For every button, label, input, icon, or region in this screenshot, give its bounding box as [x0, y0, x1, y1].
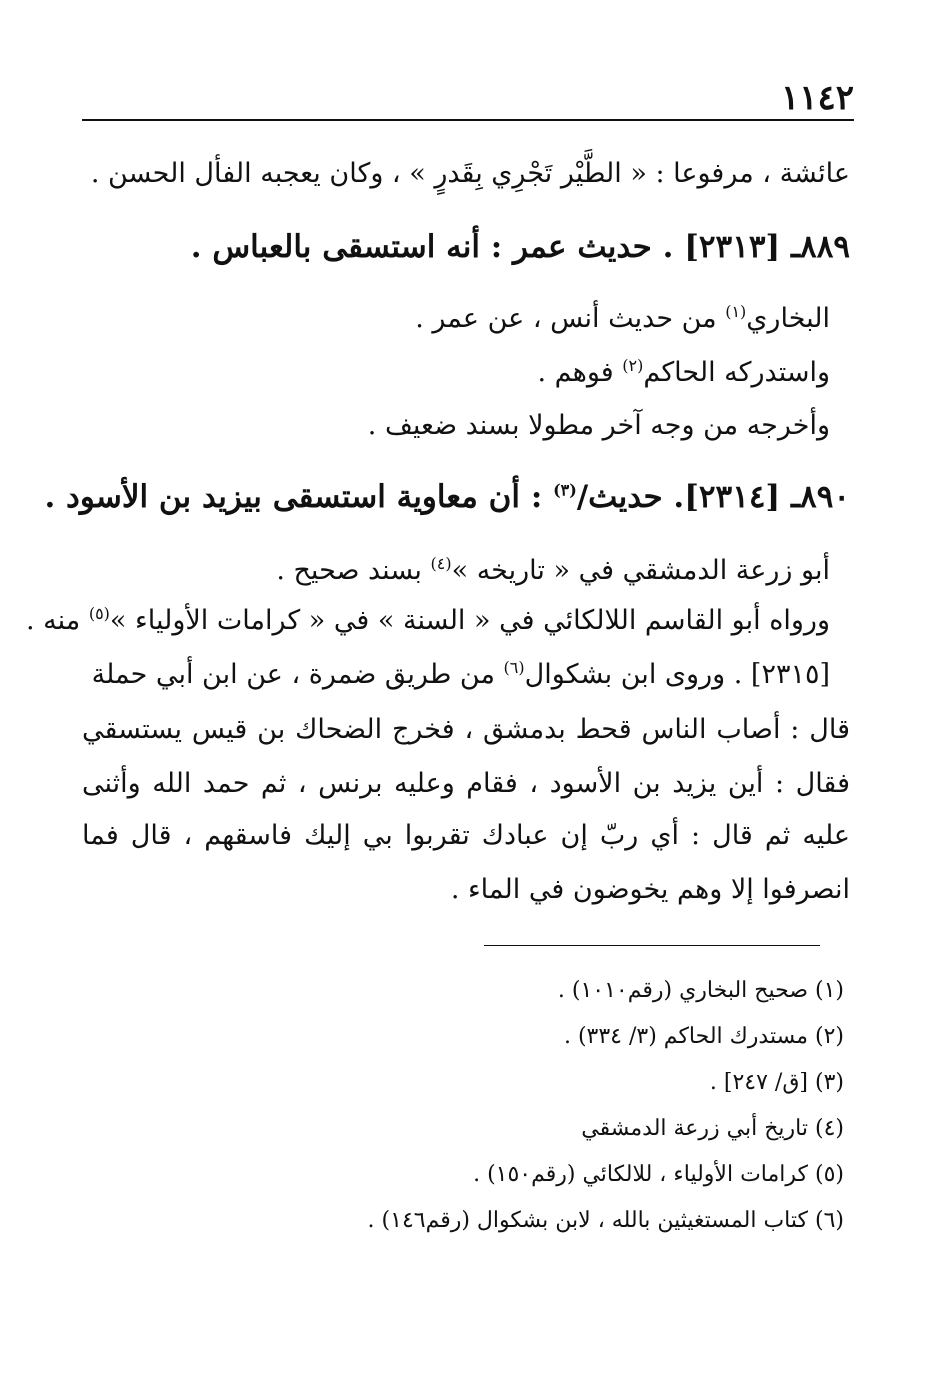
footnote-5: (٥) كرامات الأولياء ، للالكائي (رقم١٥٠) .	[473, 1162, 844, 1187]
footnote-3: (٣) [ق/ ٢٤٧] .	[709, 1070, 844, 1095]
text: فوهم .	[537, 357, 623, 388]
entry-890-line-1	[276, 556, 830, 584]
footnote-ref-5: (٥)	[88, 604, 110, 623]
footnote-1: (١) صحيح البخاري (رقم١٠١٠) .	[557, 978, 844, 1003]
text: البخاري	[746, 303, 830, 334]
entry-890-line-7: انصرفوا إلا وهم يخوضون في الماء .	[450, 874, 850, 905]
text: أبو زرعة الدمشقي في « تاريخه »	[451, 555, 830, 586]
text: ٨٩٠ـ [٢٣١٤]. حديث/	[576, 479, 850, 515]
entry-889-line-1	[415, 304, 830, 332]
text: بسند صحيح .	[276, 555, 431, 586]
text: من طريق ضمرة ، عن ابن أبي حملة	[91, 659, 504, 690]
entry-889-heading: ٨٨٩ـ [٢٣١٣] . حديث عمر : أنه استسقى بالعباس .	[190, 229, 850, 265]
entry-890-line-6: عليه ثم قال : أي ربّ إن عبادك تقربوا بي إليك فاسقهم ، قال فما	[82, 820, 850, 851]
footnote-2: (٢) مستدرك الحاكم (٣/ ٣٣٤) .	[563, 1024, 844, 1049]
footnote-4: (٤) تاريخ أبي زرعة الدمشقي	[581, 1116, 844, 1141]
continued-text-line: عائشة ، مرفوعا : « الطَّيْر تَجْرِي بِقَدرٍ » ، وكان يعجبه الفأل الحسن .	[90, 158, 850, 189]
entry-890-line-3	[92, 660, 830, 688]
footnote-ref-3: (٣)	[553, 480, 577, 500]
footnote-ref-4: (٤)	[430, 554, 452, 573]
footnote-6: (٦) كتاب المستغيثين بالله ، لابن بشكوال (رقم١٤٦) .	[367, 1208, 844, 1233]
text: [٢٣١٥] . وروى ابن بشكوال	[524, 659, 830, 690]
entry-889-line-2	[537, 358, 830, 386]
text: ورواه أبو القاسم اللالكائي في « السنة » في « كرامات الأولياء »	[109, 605, 830, 636]
entry-890-line-4: قال : أصاب الناس قحط بدمشق ، فخرج الضحاك بن قيس يستسقي	[82, 714, 850, 745]
footnote-ref-6: (٦)	[503, 658, 525, 677]
entry-890-heading	[44, 479, 850, 515]
entry-889-line-3: وأخرجه من وجه آخر مطولا بسند ضعيف .	[367, 410, 830, 441]
entry-890-line-2	[26, 606, 830, 634]
footnote-ref-2: (٢)	[622, 356, 644, 375]
entry-890-line-5: فقال : أين يزيد بن الأسود ، فقام وعليه برنس ، ثم حمد الله وأثنى	[82, 768, 850, 799]
footnote-ref-1: (١)	[725, 302, 747, 321]
text: واستدركه الحاكم	[643, 357, 830, 388]
text: منه .	[25, 605, 89, 636]
text: : أن معاوية استسقى بيزيد بن الأسود .	[44, 479, 554, 515]
footnote-separator	[484, 945, 820, 946]
page-number: ١١٤٢	[780, 78, 854, 118]
header-rule	[82, 119, 854, 121]
text: من حديث أنس ، عن عمر .	[415, 303, 726, 334]
